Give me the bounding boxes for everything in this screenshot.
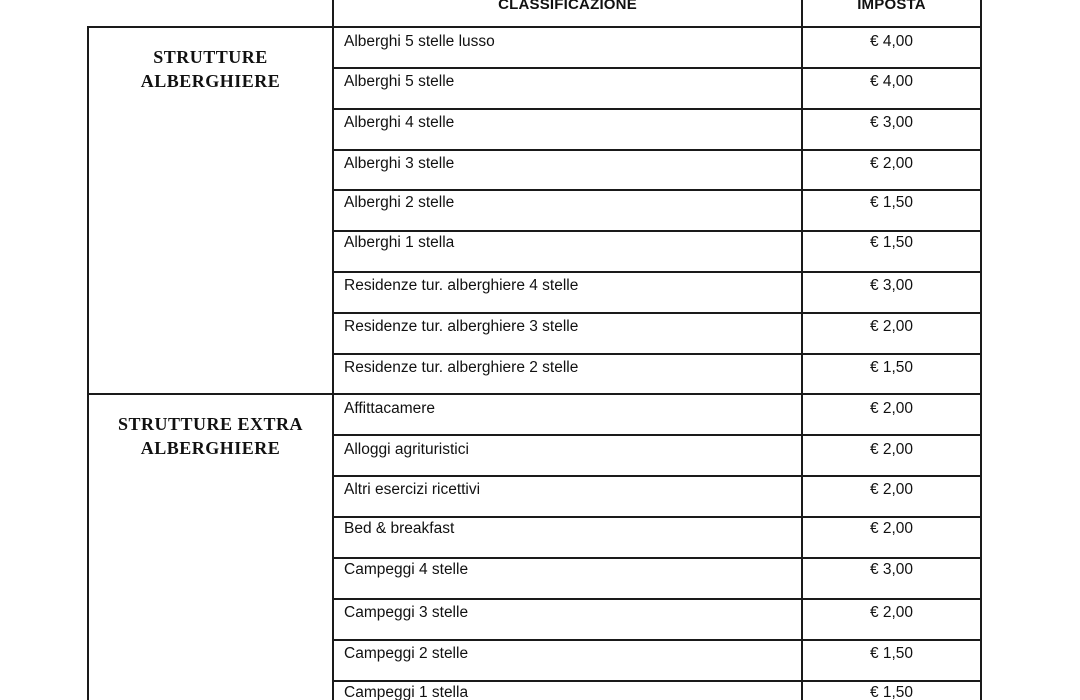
row-classificazione: Alberghi 4 stelle [344,114,455,131]
row-line [334,680,980,682]
category-line: STRUTTURE EXTRA [117,414,304,434]
row-imposta: € 2,00 [869,604,914,621]
row-classificazione: Affittacamere [344,400,436,417]
row-imposta: € 1,50 [869,359,914,376]
row-line [334,475,980,477]
column-header-classificazione: CLASSIFICAZIONE [498,0,637,13]
row-imposta: € 2,00 [869,155,914,172]
row-imposta: € 1,50 [869,194,914,211]
column-header-imposta: IMPOSTA [857,0,926,13]
row-classificazione: Altri esercizi ricettivi [344,481,481,498]
row-line [334,189,980,191]
row-line [334,434,980,436]
row-classificazione: Alberghi 2 stelle [344,194,455,211]
row-classificazione: Campeggi 2 stelle [344,645,469,662]
row-classificazione: Residenze tur. alberghiere 2 stelle [344,359,579,376]
row-classificazione: Alloggi agrituristici [344,441,469,458]
category-line: ALBERGHIERE [140,71,281,91]
column-divider [801,0,803,700]
row-imposta: € 1,50 [869,645,914,662]
row-line [334,557,980,559]
row-imposta: € 2,00 [869,520,914,537]
category-strutture-extra-alberghiere [89,412,332,460]
row-classificazione: Alberghi 3 stelle [344,155,455,172]
row-line [334,230,980,232]
row-line [334,516,980,518]
row-classificazione: Bed & breakfast [344,520,455,537]
row-imposta: € 1,50 [869,684,914,700]
row-line [334,312,980,314]
row-imposta: € 2,00 [869,400,914,417]
row-line [334,271,980,273]
row-imposta: € 1,50 [869,234,914,251]
row-imposta: € 2,00 [869,318,914,335]
row-classificazione: Alberghi 1 stella [344,234,455,251]
category-strutture-alberghiere [89,45,332,93]
row-imposta: € 4,00 [869,33,914,50]
group-divider [88,393,982,395]
header-left-border [332,0,334,700]
category-line: STRUTTURE [153,47,268,67]
row-imposta: € 2,00 [869,441,914,458]
row-imposta: € 2,00 [869,481,914,498]
category-line: ALBERGHIERE [140,438,281,458]
row-line [334,639,980,641]
row-classificazione: Campeggi 1 stella [344,684,469,700]
header-right-border [980,0,982,700]
row-line [334,353,980,355]
row-classificazione: Campeggi 4 stelle [344,561,469,578]
row-imposta: € 3,00 [869,277,914,294]
row-classificazione: Alberghi 5 stelle [344,73,455,90]
row-imposta: € 3,00 [869,114,914,131]
row-line [334,108,980,110]
row-classificazione: Residenze tur. alberghiere 4 stelle [344,277,579,294]
row-line [334,598,980,600]
row-imposta: € 4,00 [869,73,914,90]
row-classificazione: Residenze tur. alberghiere 3 stelle [344,318,579,335]
table-left-border [87,26,89,700]
row-line [334,149,980,151]
row-imposta: € 3,00 [869,561,914,578]
table-top-border [88,26,982,28]
row-line [334,67,980,69]
row-classificazione: Alberghi 5 stelle lusso [344,33,495,50]
row-classificazione: Campeggi 3 stelle [344,604,469,621]
